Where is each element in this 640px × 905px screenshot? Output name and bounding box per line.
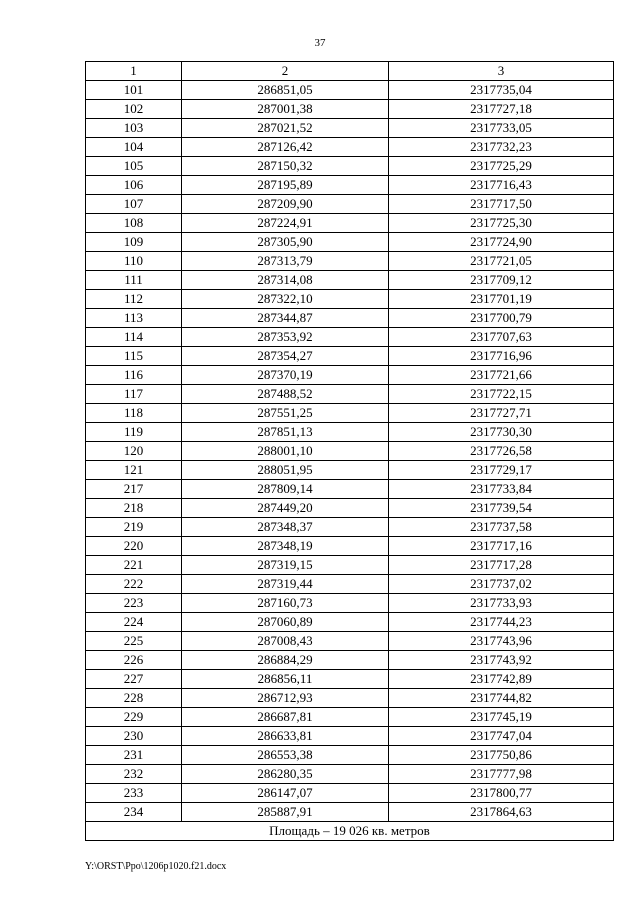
table-row <box>86 765 614 784</box>
table-row <box>86 423 614 442</box>
cell-x-coordinate: 287809,14 <box>182 480 389 499</box>
cell-point-number: 112 <box>86 290 182 309</box>
cell-point-number: 223 <box>86 594 182 613</box>
table-row <box>86 366 614 385</box>
cell-x-coordinate: 287224,91 <box>182 214 389 233</box>
cell-point-number: 229 <box>86 708 182 727</box>
cell-point-number: 102 <box>86 100 182 119</box>
cell-x-coordinate: 287488,52 <box>182 385 389 404</box>
area-row <box>86 822 614 841</box>
table-row <box>86 252 614 271</box>
cell-point-number: 109 <box>86 233 182 252</box>
cell-y-coordinate: 2317737,58 <box>389 518 614 537</box>
table-row <box>86 613 614 632</box>
table-row <box>86 632 614 651</box>
cell-point-number: 111 <box>86 271 182 290</box>
table-row <box>86 746 614 765</box>
cell-point-number: 225 <box>86 632 182 651</box>
cell-x-coordinate: 286851,05 <box>182 81 389 100</box>
table-row <box>86 81 614 100</box>
cell-x-coordinate: 287851,13 <box>182 423 389 442</box>
table-row <box>86 442 614 461</box>
cell-y-coordinate: 2317725,30 <box>389 214 614 233</box>
table-row <box>86 290 614 309</box>
cell-point-number: 101 <box>86 81 182 100</box>
cell-x-coordinate: 287001,38 <box>182 100 389 119</box>
cell-point-number: 114 <box>86 328 182 347</box>
cell-y-coordinate: 2317864,63 <box>389 803 614 822</box>
cell-y-coordinate: 2317737,02 <box>389 575 614 594</box>
table-row <box>86 309 614 328</box>
cell-point-number: 234 <box>86 803 182 822</box>
header-row <box>86 62 614 81</box>
cell-point-number: 224 <box>86 613 182 632</box>
cell-y-coordinate: 2317722,15 <box>389 385 614 404</box>
file-path: Y:\ORST\Ppo\1206p1020.f21.docx <box>85 861 227 872</box>
cell-y-coordinate: 2317745,19 <box>389 708 614 727</box>
cell-y-coordinate: 2317727,18 <box>389 100 614 119</box>
cell-point-number: 115 <box>86 347 182 366</box>
table-row <box>86 195 614 214</box>
cell-x-coordinate: 287344,87 <box>182 309 389 328</box>
cell-x-coordinate: 287319,15 <box>182 556 389 575</box>
cell-y-coordinate: 2317709,12 <box>389 271 614 290</box>
cell-point-number: 120 <box>86 442 182 461</box>
cell-y-coordinate: 2317733,84 <box>389 480 614 499</box>
cell-point-number: 230 <box>86 727 182 746</box>
cell-x-coordinate: 287126,42 <box>182 138 389 157</box>
cell-point-number: 105 <box>86 157 182 176</box>
table-body <box>86 81 614 822</box>
cell-point-number: 116 <box>86 366 182 385</box>
table-footer <box>86 822 614 841</box>
table-header <box>86 62 614 81</box>
area-note: Площадь – 19 026 кв. метров <box>86 822 614 841</box>
cell-x-coordinate: 287319,44 <box>182 575 389 594</box>
table-row <box>86 499 614 518</box>
cell-y-coordinate: 2317750,86 <box>389 746 614 765</box>
cell-y-coordinate: 2317717,50 <box>389 195 614 214</box>
header-col-x: 2 <box>182 62 389 81</box>
cell-x-coordinate: 287195,89 <box>182 176 389 195</box>
table-row <box>86 176 614 195</box>
table-row <box>86 100 614 119</box>
cell-point-number: 117 <box>86 385 182 404</box>
cell-y-coordinate: 2317743,92 <box>389 651 614 670</box>
cell-point-number: 233 <box>86 784 182 803</box>
cell-y-coordinate: 2317701,19 <box>389 290 614 309</box>
cell-y-coordinate: 2317721,66 <box>389 366 614 385</box>
table-row <box>86 119 614 138</box>
cell-point-number: 119 <box>86 423 182 442</box>
cell-point-number: 108 <box>86 214 182 233</box>
table-row <box>86 537 614 556</box>
cell-y-coordinate: 2317733,93 <box>389 594 614 613</box>
table-row <box>86 157 614 176</box>
cell-point-number: 103 <box>86 119 182 138</box>
table-row <box>86 689 614 708</box>
cell-x-coordinate: 287348,37 <box>182 518 389 537</box>
cell-y-coordinate: 2317743,96 <box>389 632 614 651</box>
cell-x-coordinate: 287322,10 <box>182 290 389 309</box>
cell-x-coordinate: 287313,79 <box>182 252 389 271</box>
table-row <box>86 461 614 480</box>
table-row <box>86 556 614 575</box>
cell-y-coordinate: 2317727,71 <box>389 404 614 423</box>
cell-x-coordinate: 287449,20 <box>182 499 389 518</box>
coordinates-table <box>85 61 614 841</box>
cell-y-coordinate: 2317735,04 <box>389 81 614 100</box>
cell-x-coordinate: 287354,27 <box>182 347 389 366</box>
cell-y-coordinate: 2317733,05 <box>389 119 614 138</box>
cell-y-coordinate: 2317716,43 <box>389 176 614 195</box>
table-row <box>86 214 614 233</box>
table-row <box>86 575 614 594</box>
cell-x-coordinate: 287551,25 <box>182 404 389 423</box>
table-row <box>86 404 614 423</box>
header-col-point: 1 <box>86 62 182 81</box>
cell-point-number: 118 <box>86 404 182 423</box>
cell-x-coordinate: 286687,81 <box>182 708 389 727</box>
cell-y-coordinate: 2317729,17 <box>389 461 614 480</box>
cell-x-coordinate: 287348,19 <box>182 537 389 556</box>
cell-x-coordinate: 287314,08 <box>182 271 389 290</box>
cell-y-coordinate: 2317730,30 <box>389 423 614 442</box>
table-row <box>86 480 614 499</box>
cell-point-number: 226 <box>86 651 182 670</box>
cell-point-number: 121 <box>86 461 182 480</box>
cell-point-number: 219 <box>86 518 182 537</box>
table-row <box>86 594 614 613</box>
cell-x-coordinate: 286147,07 <box>182 784 389 803</box>
cell-point-number: 221 <box>86 556 182 575</box>
cell-x-coordinate: 288001,10 <box>182 442 389 461</box>
cell-point-number: 231 <box>86 746 182 765</box>
table-row <box>86 727 614 746</box>
cell-y-coordinate: 2317700,79 <box>389 309 614 328</box>
cell-y-coordinate: 2317724,90 <box>389 233 614 252</box>
cell-y-coordinate: 2317707,63 <box>389 328 614 347</box>
cell-point-number: 232 <box>86 765 182 784</box>
cell-x-coordinate: 287353,92 <box>182 328 389 347</box>
cell-x-coordinate: 287209,90 <box>182 195 389 214</box>
cell-y-coordinate: 2317716,96 <box>389 347 614 366</box>
header-col-y: 3 <box>389 62 614 81</box>
cell-x-coordinate: 288051,95 <box>182 461 389 480</box>
cell-point-number: 218 <box>86 499 182 518</box>
cell-y-coordinate: 2317744,82 <box>389 689 614 708</box>
cell-point-number: 228 <box>86 689 182 708</box>
table-row <box>86 385 614 404</box>
cell-y-coordinate: 2317721,05 <box>389 252 614 271</box>
cell-x-coordinate: 287150,32 <box>182 157 389 176</box>
cell-x-coordinate: 286712,93 <box>182 689 389 708</box>
cell-point-number: 104 <box>86 138 182 157</box>
cell-x-coordinate: 287370,19 <box>182 366 389 385</box>
table-row <box>86 271 614 290</box>
cell-point-number: 220 <box>86 537 182 556</box>
table-row <box>86 784 614 803</box>
cell-x-coordinate: 286553,38 <box>182 746 389 765</box>
cell-point-number: 107 <box>86 195 182 214</box>
cell-x-coordinate: 287160,73 <box>182 594 389 613</box>
cell-y-coordinate: 2317739,54 <box>389 499 614 518</box>
table-row <box>86 803 614 822</box>
cell-x-coordinate: 286884,29 <box>182 651 389 670</box>
table-row <box>86 347 614 366</box>
table-row <box>86 138 614 157</box>
table-row <box>86 670 614 689</box>
cell-x-coordinate: 286856,11 <box>182 670 389 689</box>
table-row <box>86 233 614 252</box>
cell-point-number: 110 <box>86 252 182 271</box>
cell-y-coordinate: 2317717,16 <box>389 537 614 556</box>
cell-y-coordinate: 2317732,23 <box>389 138 614 157</box>
cell-y-coordinate: 2317744,23 <box>389 613 614 632</box>
cell-x-coordinate: 287305,90 <box>182 233 389 252</box>
cell-y-coordinate: 2317800,77 <box>389 784 614 803</box>
cell-point-number: 222 <box>86 575 182 594</box>
cell-point-number: 217 <box>86 480 182 499</box>
cell-x-coordinate: 287060,89 <box>182 613 389 632</box>
cell-y-coordinate: 2317777,98 <box>389 765 614 784</box>
cell-y-coordinate: 2317725,29 <box>389 157 614 176</box>
cell-y-coordinate: 2317717,28 <box>389 556 614 575</box>
table-row <box>86 708 614 727</box>
page-number: 37 <box>314 37 326 49</box>
table-row <box>86 651 614 670</box>
cell-x-coordinate: 285887,91 <box>182 803 389 822</box>
cell-point-number: 106 <box>86 176 182 195</box>
cell-x-coordinate: 287021,52 <box>182 119 389 138</box>
cell-x-coordinate: 287008,43 <box>182 632 389 651</box>
cell-point-number: 227 <box>86 670 182 689</box>
cell-y-coordinate: 2317726,58 <box>389 442 614 461</box>
table-row <box>86 518 614 537</box>
cell-x-coordinate: 286633,81 <box>182 727 389 746</box>
cell-point-number: 113 <box>86 309 182 328</box>
table-row <box>86 328 614 347</box>
cell-x-coordinate: 286280,35 <box>182 765 389 784</box>
cell-y-coordinate: 2317747,04 <box>389 727 614 746</box>
cell-y-coordinate: 2317742,89 <box>389 670 614 689</box>
